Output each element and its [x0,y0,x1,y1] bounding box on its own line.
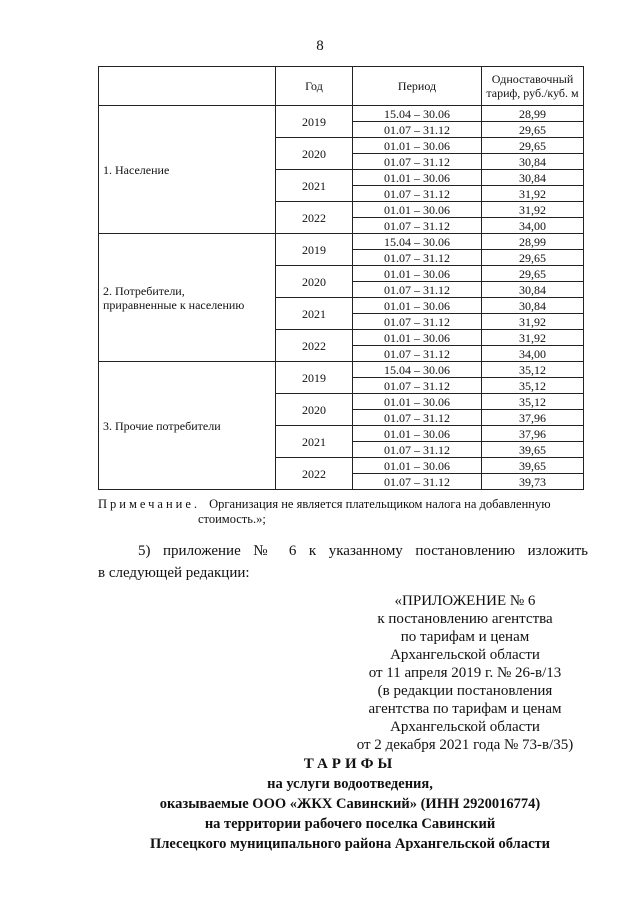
appendix-line: по тарифам и ценам [400,629,530,645]
tariff-cell: 39,65 [482,442,584,458]
category-cell [99,234,276,362]
tariff-cell: 29,65 [482,122,584,138]
tariff-cell: 35,12 [482,378,584,394]
year-cell: 2019 [276,234,353,266]
year-cell: 2022 [276,458,353,490]
note-line2: стоимость.»; [198,512,266,526]
header-period: Период [353,67,482,106]
tariff-cell: 30,84 [482,298,584,314]
period-cell: 01.07 – 31.12 [353,378,482,394]
period-cell: 01.01 – 30.06 [353,394,482,410]
tariff-cell: 30,84 [482,282,584,298]
tariff-cell: 28,99 [482,106,584,122]
period-cell: 01.01 – 30.06 [353,330,482,346]
tariff-cell: 34,00 [482,346,584,362]
category-cell [99,106,276,234]
tariff-cell: 30,84 [482,154,584,170]
appendix-line: Архангельской области [390,647,540,663]
appendix-line: от 11 апреля 2019 г. № 26-в/13 [368,665,562,681]
tariff-cell: 31,92 [482,330,584,346]
appendix-line: Архангельской области [390,719,540,735]
tariff-cell: 39,73 [482,474,584,490]
tariff-cell: 31,92 [482,186,584,202]
note [98,497,588,527]
header-tariff-line2: тариф, руб./куб. м [486,86,579,100]
period-cell: 01.01 – 30.06 [353,298,482,314]
year-cell: 2020 [276,138,353,170]
period-cell: 01.07 – 31.12 [353,250,482,266]
category-line1: 2. Потребители, [103,283,185,298]
period-cell: 01.07 – 31.12 [353,186,482,202]
year-cell: 2019 [276,362,353,394]
tariff-cell: 34,00 [482,218,584,234]
appendix-line: к постановлению агентства [377,611,553,627]
tariff-cell: 37,96 [482,410,584,426]
tariff-cell: 35,12 [482,394,584,410]
page-number: 8 [316,38,324,54]
period-cell: 01.07 – 31.12 [353,442,482,458]
period-cell: 01.07 – 31.12 [353,410,482,426]
note-label: Примечание. [98,497,201,511]
period-cell: 15.04 – 30.06 [353,234,482,250]
period-cell: 01.07 – 31.12 [353,218,482,234]
tariff-cell: 29,65 [482,138,584,154]
year-cell: 2021 [276,298,353,330]
table-header-row [99,67,584,106]
period-cell: 01.01 – 30.06 [353,458,482,474]
period-cell: 01.01 – 30.06 [353,426,482,442]
appendix-line: (в редакции постановления [377,683,553,699]
tariff-cell: 31,92 [482,202,584,218]
category-line1: 1. Население [103,162,170,177]
period-cell: 01.07 – 31.12 [353,122,482,138]
tariff-cell: 28,99 [482,234,584,250]
document-title [0,754,640,854]
tariff-cell: 37,96 [482,426,584,442]
header-category [99,67,276,106]
appendix-line: «ПРИЛОЖЕНИЕ № 6 [394,593,536,609]
category-line1: 3. Прочие потребители [103,418,221,433]
appendix-line: от 2 декабря 2021 года № 73-в/35) [356,737,574,753]
paragraph-line1: 5) приложение № 6 к указанному постановлению изложить [138,543,588,559]
period-cell: 01.07 – 31.12 [353,154,482,170]
note-line1: Организация не является плательщиком налога на добавленную [209,497,551,511]
header-tariff [482,67,584,106]
title-line: Плесецкого муниципального района Архангельской области [150,836,550,852]
tariff-cell: 30,84 [482,170,584,186]
category-line2: приравненные к населению [103,297,245,312]
period-cell: 01.07 – 31.12 [353,282,482,298]
period-cell: 01.01 – 30.06 [353,170,482,186]
year-cell: 2019 [276,106,353,138]
table-row [99,234,584,250]
tariff-cell: 31,92 [482,314,584,330]
header-tariff-line1: Одноставочный [491,72,574,86]
period-cell: 01.07 – 31.12 [353,346,482,362]
appendix-line: агентства по тарифам и ценам [368,701,562,717]
table-row [99,362,584,378]
year-cell: 2021 [276,426,353,458]
tariff-cell: 29,65 [482,266,584,282]
amendment-paragraph [98,540,588,584]
period-cell: 01.07 – 31.12 [353,474,482,490]
header-year: Год [276,67,353,106]
appendix-header [340,592,590,754]
tariff-cell: 29,65 [482,250,584,266]
year-cell: 2020 [276,266,353,298]
title-line: на территории рабочего поселка Савинский [204,816,496,832]
year-cell: 2020 [276,394,353,426]
tariff-cell: 39,65 [482,458,584,474]
title-line: оказываемые ООО «ЖКХ Савинский» (ИНН 2920016774) [159,796,541,812]
period-cell: 01.07 – 31.12 [353,314,482,330]
period-cell: 01.01 – 30.06 [353,266,482,282]
title-main: ТАРИФЫ [303,756,397,772]
period-cell: 01.01 – 30.06 [353,202,482,218]
tariff-cell: 35,12 [482,362,584,378]
period-cell: 15.04 – 30.06 [353,106,482,122]
period-cell: 15.04 – 30.06 [353,362,482,378]
year-cell: 2022 [276,202,353,234]
year-cell: 2021 [276,170,353,202]
paragraph-line2: в следующей редакции: [98,565,250,581]
year-cell: 2022 [276,330,353,362]
title-line: на услуги водоотведения, [267,776,433,792]
table-row [99,106,584,122]
tariff-table [98,66,584,490]
period-cell: 01.01 – 30.06 [353,138,482,154]
category-cell [99,362,276,490]
